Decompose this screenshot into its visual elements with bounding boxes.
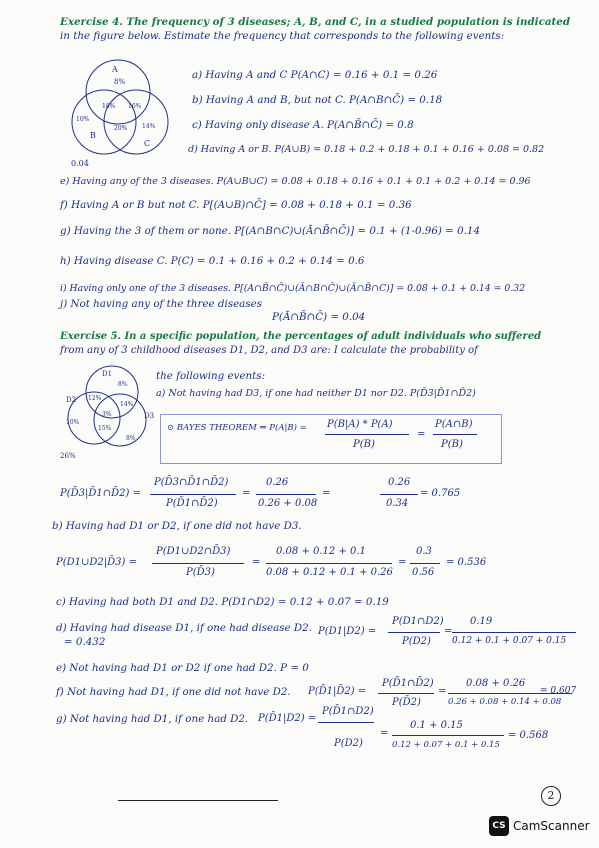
eq-a-eq: =	[242, 488, 251, 499]
eq-d-den2: 0.12 + 0.1 + 0.07 + 0.15	[452, 636, 567, 646]
eq-g-den2: 0.12 + 0.07 + 0.1 + 0.15	[392, 740, 500, 750]
venn-region-abc: 20%	[114, 125, 128, 132]
venn-region-ac: 16%	[128, 103, 142, 110]
page-number: 2	[541, 786, 561, 806]
exercise5-title-line3: the following events:	[156, 370, 266, 382]
venn-outside: 0.04	[71, 159, 89, 168]
eq-b-eq: =	[252, 557, 261, 568]
exercise4-title: Exercise 4. The frequency of 3 diseases; A, B, and C, in a studied population is indicated	[60, 16, 571, 28]
exercise4-item-j-answer: P(Ā∩B̄∩C̄) = 0.04	[272, 311, 366, 323]
eq-f-eq: =	[438, 686, 447, 697]
eq-g-result: = 0.568	[508, 730, 549, 741]
eq-b-result: = 0.536	[446, 557, 487, 568]
bayes-numerator: P(B|A) * P(A)	[327, 419, 393, 430]
eq-b-den3: 0.56	[412, 567, 435, 578]
venn-outside: 26%	[60, 452, 76, 460]
exercise5-item-f: f) Not having had D1, if one did not have D2.	[56, 686, 291, 698]
venn-label-a: A	[112, 65, 118, 74]
eq-g-num2: 0.1 + 0.15	[410, 720, 463, 731]
exercise5-title-line1	[60, 330, 541, 343]
venn-region-d2-only: 10%	[66, 419, 80, 426]
venn-region-c-only: 14%	[142, 123, 156, 130]
bayes-theorem-box	[160, 414, 502, 464]
bayes-denominator: P(B)	[353, 439, 375, 450]
eq-g-eq: =	[380, 728, 389, 739]
exercise5-title-line2: from any of 3 childhood diseases D1, D2, and D3 are: I calculate the probability of	[60, 345, 478, 356]
venn-region-ab: 18%	[102, 103, 116, 110]
exercise4-title-line1	[60, 16, 570, 29]
venn-diagram-d1d2d3	[58, 362, 162, 462]
exercise4-item-j: j) Not having any of the three diseases	[60, 298, 262, 310]
eq-a-eq2: =	[322, 488, 331, 499]
eq-f-num1: P(D̄1∩D̄2)	[382, 678, 434, 689]
bayes-equals: =	[417, 429, 426, 440]
venn-label-b: B	[90, 131, 96, 140]
eq-d-eq: =	[444, 626, 453, 637]
eq-g-den1: P(D2)	[334, 738, 363, 749]
exercise5-item-d: d) Having had disease D1, if one had disease D2.	[56, 622, 312, 634]
exercise5-item-a: a) Not having had D3, if one had neither D1 nor D2. P(D̄3|D̄1∩D̄2)	[156, 388, 476, 399]
eq-f-den2: 0.26 + 0.08 + 0.14 + 0.08	[448, 697, 562, 707]
eq-b-num1: P(D1∪D2∩D̄3)	[156, 546, 231, 557]
exercise5-title: Exercise 5. In a specific population, the percentages of adult individuals who suffered	[60, 331, 542, 342]
venn-label-c: C	[144, 139, 151, 148]
eq-f-num2: 0.08 + 0.26	[466, 678, 526, 689]
eq-a-den3: 0.34	[386, 498, 409, 509]
exercise4-item-g: g) Having the 3 of them or none. P[(A∩B∩C)∪(Ā∩B̄∩C̄)] = 0.1 + (1-0.96) = 0.14	[60, 225, 480, 237]
eq-f-result: = 0.607	[540, 686, 577, 696]
venn-region-d1d2: 12%	[88, 395, 102, 402]
eq-g-num1: P(D̄1∩D2)	[322, 706, 374, 717]
exercise4-item-a: a) Having A and C P(A∩C) = 0.16 + 0.1 = 0.26	[192, 69, 438, 81]
eq-d-den1: P(D2)	[402, 636, 431, 647]
camscanner-logo-icon: CS	[489, 816, 509, 836]
eq-a-den2: 0.26 + 0.08	[258, 498, 318, 509]
exercise4-item-e: e) Having any of the 3 diseases. P(A∪B∪C) = 0.08 + 0.18 + 0.16 + 0.1 + 0.1 + 0.2 + 0.14 = 0.96	[60, 176, 531, 187]
venn-region-b-only: 10%	[76, 116, 90, 123]
exercise4-item-c: c) Having only disease A. P(A∩B̄∩C̄) = 0.8	[192, 119, 414, 131]
venn-label-d1: D1	[102, 370, 113, 378]
venn-region-d1d2d3: 3%	[102, 411, 112, 418]
venn-label-d3: D3	[144, 412, 155, 420]
eq-f-lhs: P(D̄1|D̄2) =	[308, 686, 367, 697]
exercise4-item-d: d) Having A or B. P(A∪B) = 0.18 + 0.2 + 0.18 + 0.1 + 0.16 + 0.08 = 0.82	[188, 144, 545, 155]
exercise4-item-f: f) Having A or B but not C. P[(A∪B)∩C̄] = 0.08 + 0.18 + 0.1 = 0.36	[60, 199, 412, 211]
eq-b-den2: 0.08 + 0.12 + 0.1 + 0.26	[266, 567, 393, 578]
venn-region-d1-only: 8%	[118, 381, 128, 388]
exercise4-item-h: h) Having disease C. P(C) = 0.1 + 0.16 + 0.2 + 0.14 = 0.6	[60, 255, 365, 267]
bayes-title: ⊙ BAYES THEOREM ⇒ P(A|B) =	[167, 423, 307, 433]
exercise5-item-d-result: = 0.432	[64, 636, 106, 648]
eq-b-den1: P(D̄3)	[186, 567, 215, 578]
eq-a-num3: 0.26	[388, 477, 411, 488]
camscanner-watermark	[489, 816, 590, 836]
circle-a	[86, 60, 150, 124]
venn-label-d2: D2	[66, 396, 77, 404]
venn-region-a-only: 8%	[114, 78, 126, 86]
venn-region-d1d3: 14%	[120, 401, 134, 408]
eq-a-num1: P(D̄3∩D̄1∩D̄2)	[154, 477, 229, 488]
exercise5-item-e: e) Not having had D1 or D2 if one had D2. P = 0	[56, 662, 309, 674]
eq-a-lhs: P(D̄3|D̄1∩D̄2) =	[60, 488, 141, 499]
bottom-divider	[118, 800, 278, 801]
exercise4-item-b: b) Having A and B, but not C. P(A∩B∩C̄) = 0.18	[192, 94, 443, 106]
bayes-denominator2: P(B)	[441, 439, 463, 450]
eq-d-num2: 0.19	[470, 616, 493, 627]
venn-region-d2d3: 15%	[98, 425, 112, 432]
eq-b-lhs: P(D1∪D2|D̄3) =	[56, 557, 137, 568]
eq-b-eq2: =	[398, 557, 407, 568]
bayes-numerator2: P(A∩B)	[435, 419, 473, 430]
exercise5-item-c: c) Having had both D1 and D2. P(D1∩D2) = 0.12 + 0.07 = 0.19	[56, 596, 389, 608]
eq-f-den1: P(D̄2)	[392, 697, 421, 708]
eq-a-result: = 0.765	[420, 488, 461, 499]
camscanner-text: CamScanner	[513, 819, 590, 833]
eq-a-den1: P(D̄1∩D̄2)	[166, 498, 218, 509]
exercise4-item-i: i) Having only one of the 3 diseases. P[(A∩B̄∩C̄)∪(Ā∩B∩C̄)∪(Ā∩B̄∩C)] = 0.08 + 0.1 + 0.14 = 0.32	[60, 283, 526, 294]
eq-g-lhs: P(D̄1|D2) =	[258, 713, 317, 724]
venn-region-d3-only: 8%	[126, 435, 136, 442]
eq-a-num2: 0.26	[266, 477, 289, 488]
venn-diagram-abc	[66, 58, 196, 170]
eq-b-num3: 0.3	[416, 546, 432, 557]
eq-b-num2: 0.08 + 0.12 + 0.1	[276, 546, 366, 557]
exercise4-title-line2: in the figure below. Estimate the frequency that corresponds to the following events:	[60, 30, 505, 42]
eq-d-lhs: P(D1|D2) =	[318, 626, 377, 637]
exercise5-item-b: b) Having had D1 or D2, if one did not have D3.	[52, 520, 302, 532]
exercise5-item-g: g) Not having had D1, if one had D2.	[56, 713, 249, 725]
eq-d-num1: P(D1∩D2)	[392, 616, 444, 627]
